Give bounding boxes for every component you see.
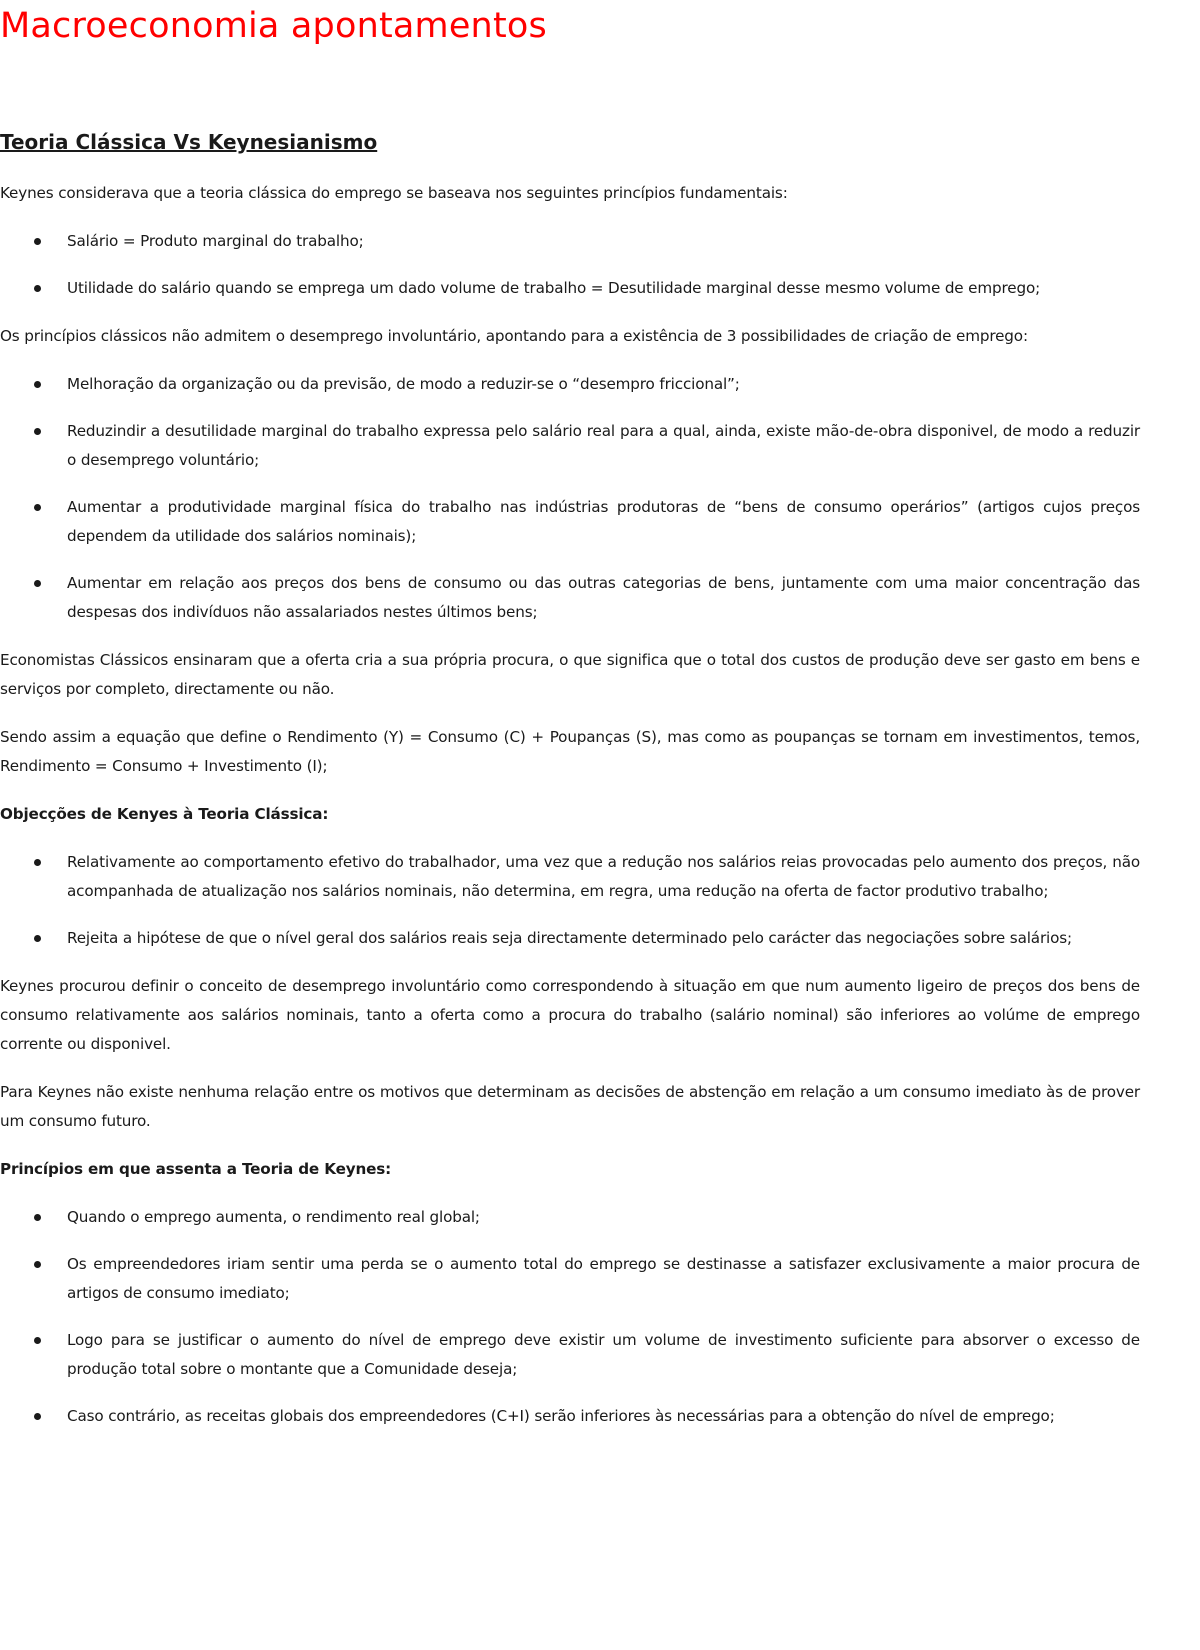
classical-principles-list — [0, 227, 1140, 303]
list-item — [0, 227, 1140, 256]
list-item-text: Quando o emprego aumenta, o rendimento real global; — [67, 1208, 480, 1226]
list-item-text: Reduzindir a desutilidade marginal do trabalho expressa pelo salário real para a qual, ainda, existe mão-de-obra disponivel, de modo a reduzir o desemprego voluntário; — [67, 422, 1140, 469]
list-item — [0, 1402, 1140, 1431]
list-item — [0, 370, 1140, 399]
bullet-icon — [34, 580, 41, 587]
keynes-principles-heading: Princípios em que assenta a Teoria de Keynes: — [0, 1160, 392, 1178]
list-item — [0, 417, 1140, 475]
bullet-icon — [34, 935, 41, 942]
bullet-icon — [34, 238, 41, 245]
list-item-text: Salário = Produto marginal do trabalho; — [67, 232, 364, 250]
bullet-icon — [34, 381, 41, 388]
list-item-text: Utilidade do salário quando se emprega um dado volume de trabalho = Desutilidade marginal desse mesmo volume de emprego; — [67, 279, 1041, 297]
involuntary-paragraph: Keynes procurou definir o conceito de desemprego involuntário como correspondendo à situação em que num aumento ligeiro de preços dos bens de consumo relativamente aos salários nominais, tanto a oferta como a procura do trabalho (salário nominal) são inferiores ao volúme de emprego corrente ou disponivel. — [0, 977, 1140, 1053]
supply-paragraph: Economistas Clássicos ensinaram que a oferta cria a sua própria procura, o que significa que o total dos custos de produção deve ser gasto em bens e serviços por completo, directamente ou não. — [0, 651, 1140, 698]
list-item-text: Aumentar a produtividade marginal física do trabalho nas indústrias produtoras de “bens de consumo operários” (artigos cujos preços dependem da utilidade dos salários nominais); — [67, 498, 1140, 545]
list-item-text: Rejeita a hipótese de que o nível geral dos salários reais seja directamente determinado pelo carácter das negociações sobre salários; — [67, 929, 1072, 947]
list-item-text: Os empreendedores iriam sentir uma perda se o aumento total do emprego se destinasse a satisfazer exclusivamente a maior procura de artigos de consumo imediato; — [67, 1255, 1140, 1302]
bullet-icon — [34, 1261, 41, 1268]
bullet-icon — [34, 1214, 41, 1221]
bullet-icon — [34, 504, 41, 511]
intro-paragraph: Keynes considerava que a teoria clássica do emprego se baseava nos seguintes princípios fundamentais: — [0, 184, 788, 202]
list-item — [0, 1326, 1140, 1384]
motives-paragraph: Para Keynes não existe nenhuma relação entre os motivos que determinam as decisões de abstenção em relação a um consumo imediato às de prover um consumo futuro. — [0, 1083, 1140, 1130]
equation-paragraph: Sendo assim a equação que define o Rendimento (Y) = Consumo (C) + Poupanças (S), mas como as poupanças se tornam em investimentos, temos, Rendimento = Consumo + Investimento (I); — [0, 728, 1140, 775]
list-item — [0, 493, 1140, 551]
bullet-icon — [34, 285, 41, 292]
list-item — [0, 924, 1140, 953]
list-item-text: Caso contrário, as receitas globais dos empreendedores (C+I) serão inferiores às necessárias para a obtenção do nível de emprego; — [67, 1407, 1055, 1425]
list-item — [0, 569, 1140, 627]
section-heading: Teoria Clássica Vs Keynesianismo — [0, 130, 378, 154]
bullet-icon — [34, 1413, 41, 1420]
objections-heading: Objecções de Kenyes à Teoria Clássica: — [0, 805, 329, 823]
list-item-text: Logo para se justificar o aumento do nível de emprego deve existir um volume de investimento suficiente para absorver o excesso de produção total sobre o montante que a Comunidade deseja; — [67, 1331, 1140, 1378]
keynes-principles-list — [0, 1203, 1140, 1431]
list-item-text: Relativamente ao comportamento efetivo do trabalhador, uma vez que a redução nos salários reias provocadas pelo aumento dos preços, não acompanhada de atualização nos salários nominais, não determina, em regra, uma redução na oferta de factor produtivo trabalho; — [67, 853, 1140, 900]
employment-possibilities-list — [0, 370, 1140, 627]
list-item-text: Melhoração da organização ou da previsão, de modo a reduzir-se o “desempro friccional”; — [67, 375, 740, 393]
list-item-text: Aumentar em relação aos preços dos bens de consumo ou das outras categorias de bens, juntamente com uma maior concentração das despesas dos indivíduos não assalariados nestes últimos bens; — [67, 574, 1140, 621]
bullet-icon — [34, 1337, 41, 1344]
bullet-icon — [34, 859, 41, 866]
objections-list — [0, 848, 1140, 953]
list-item — [0, 274, 1140, 303]
bullet-icon — [34, 428, 41, 435]
document-title: Macroeconomia apontamentos — [0, 6, 547, 46]
list-item — [0, 1203, 1140, 1232]
list-item — [0, 848, 1140, 906]
list-item — [0, 1250, 1140, 1308]
unemployment-paragraph: Os princípios clássicos não admitem o desemprego involuntário, apontando para a existência de 3 possibilidades de criação de emprego: — [0, 327, 1028, 345]
